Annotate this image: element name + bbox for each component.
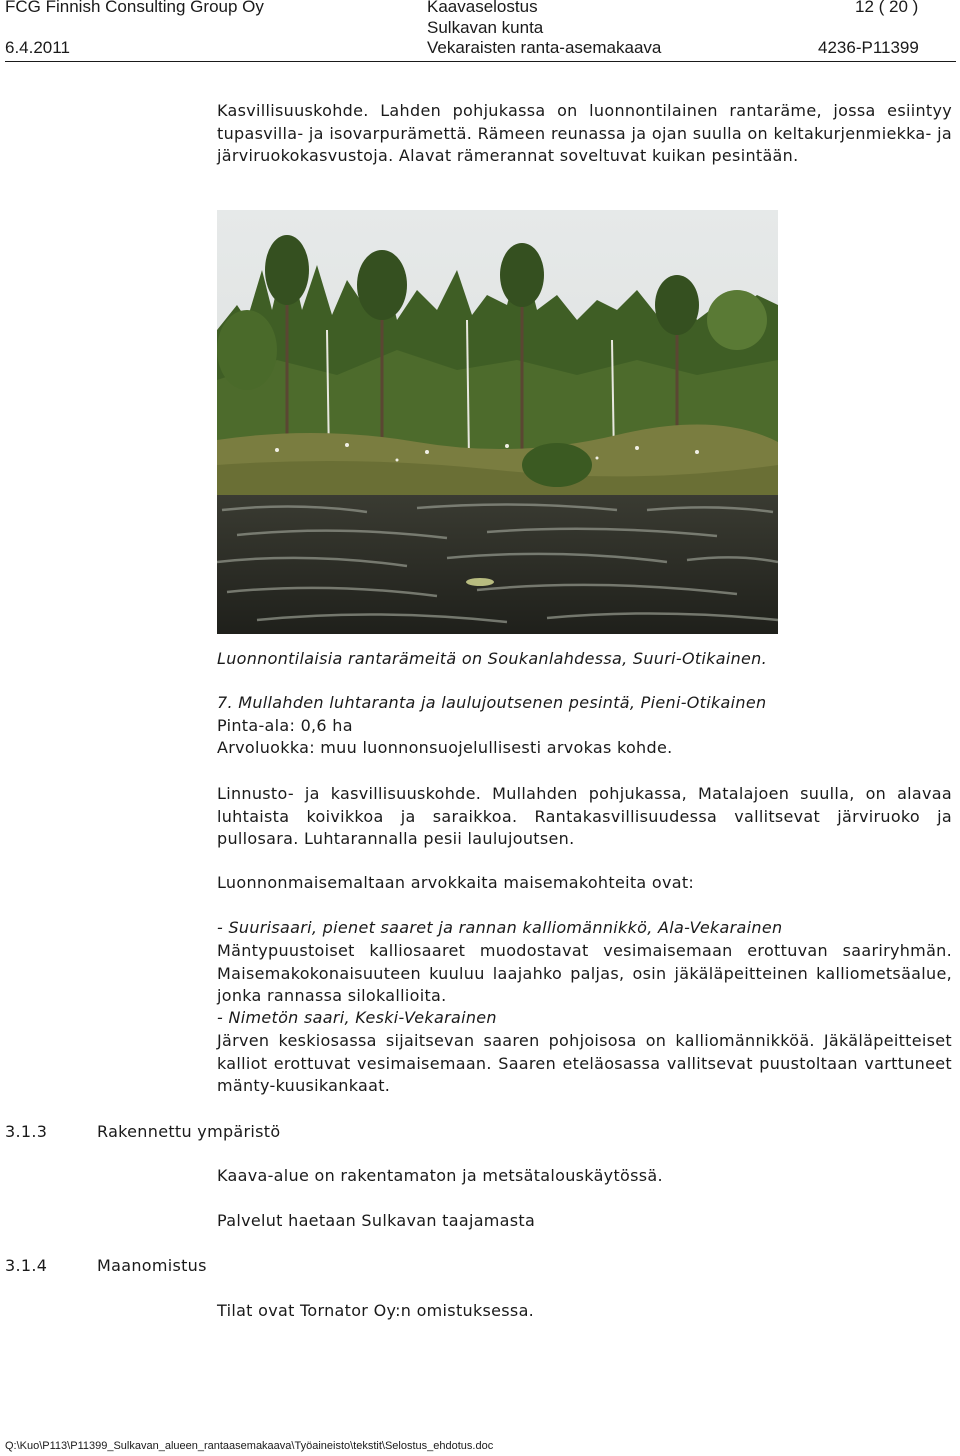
item7-area: Pinta-ala: 0,6 ha — [217, 716, 353, 735]
header-date: 6.4.2011 — [5, 38, 70, 57]
item7-description: Linnusto- ja kasvillisuuskohde. Mullahden pohjukassa, Matalajoen suulla, on alavaa luhtaista koivikkoa ja saraikkoa. Rantakasvillisuudessa vallitsevat järviruoko ja pullosara. Luhtarannalla pesii laulujoutsen. — [217, 784, 952, 848]
landscape-item-1-text: Mäntypuustoiset kalliosaaret muodostavat vesimaisemaan erottuvan saariryhmän. Maisemakokonaisuuteen kuuluu laajahko paljas, osin jäkäläpeitteinen kalliometsäalue, jonka rannassa silokallioita. — [217, 941, 952, 1005]
item7-title: 7. Mullahden luhtaranta ja laulujoutsenen pesintä, Pieni-Otikainen — [217, 693, 767, 712]
header-page-number: 12 ( 20 ) — [855, 0, 919, 16]
section-313-paragraph-2: Palvelut haetaan Sulkavan taajamasta — [217, 1211, 536, 1230]
photo-caption: Luonnontilaisia rantarämeitä on Soukanlahdessa, Suuri-Otikainen. — [217, 649, 767, 668]
header-municipality: Sulkavan kunta — [427, 18, 544, 37]
header-project: Vekaraisten ranta-asemakaava — [427, 38, 662, 57]
header-doc-type: Kaavaselostus — [427, 0, 538, 16]
landscape-item-2-title: - Nimetön saari, Keski-Vekarainen — [217, 1008, 497, 1027]
header-company: FCG Finnish Consulting Group Oy — [5, 0, 264, 16]
section-313-paragraph-1: Kaava-alue on rakentamaton ja metsätalouskäytössä. — [217, 1166, 663, 1185]
section-313-number: 3.1.3 — [5, 1122, 48, 1141]
section-313-title: Rakennettu ympäristö — [97, 1122, 281, 1141]
footer-file-path: Q:\Kuo\P113\P11399_Sulkavan_alueen_rantaasemakaava\Työaineisto\tekstit\Selostus_ehdotus.doc — [5, 1440, 494, 1452]
wetland-photo — [217, 210, 778, 634]
landscape-item-2-text: Järven keskiosassa sijaitsevan saaren pohjoisosa on kalliomännikköä. Jäkäläpeitteiset kalliot erottuvat vesimaisemaan. Saaren eteläosassa vallitsevat puustoltaan varttuneet mänty-kuusikankaat. — [217, 1031, 952, 1095]
header-rule — [5, 61, 956, 62]
section-314-title: Maanomistus — [97, 1256, 207, 1275]
landscape-item-1-title: - Suurisaari, pienet saaret ja rannan kalliomännikkö, Ala-Vekarainen — [217, 918, 783, 937]
header-project-number: 4236-P11399 — [818, 38, 919, 57]
section-314-number: 3.1.4 — [5, 1256, 48, 1275]
item7-value-class: Arvoluokka: muu luonnonsuojelullisesti arvokas kohde. — [217, 738, 673, 757]
landscape-intro: Luonnonmaisemaltaan arvokkaita maisemakohteita ovat: — [217, 873, 695, 892]
section-314-paragraph-1: Tilat ovat Tornator Oy:n omistuksessa. — [217, 1301, 535, 1320]
intro-paragraph: Kasvillisuuskohde. Lahden pohjukassa on luonnontilainen rantaräme, jossa esiintyy tupasvilla- ja isovarpurämettä. Rämeen reunassa ja ojan suulla on keltakurjenmiekka- ja järviruokokasvustoja. Alavat rämerannat soveltuvat kuikan pesintään. — [217, 101, 952, 165]
